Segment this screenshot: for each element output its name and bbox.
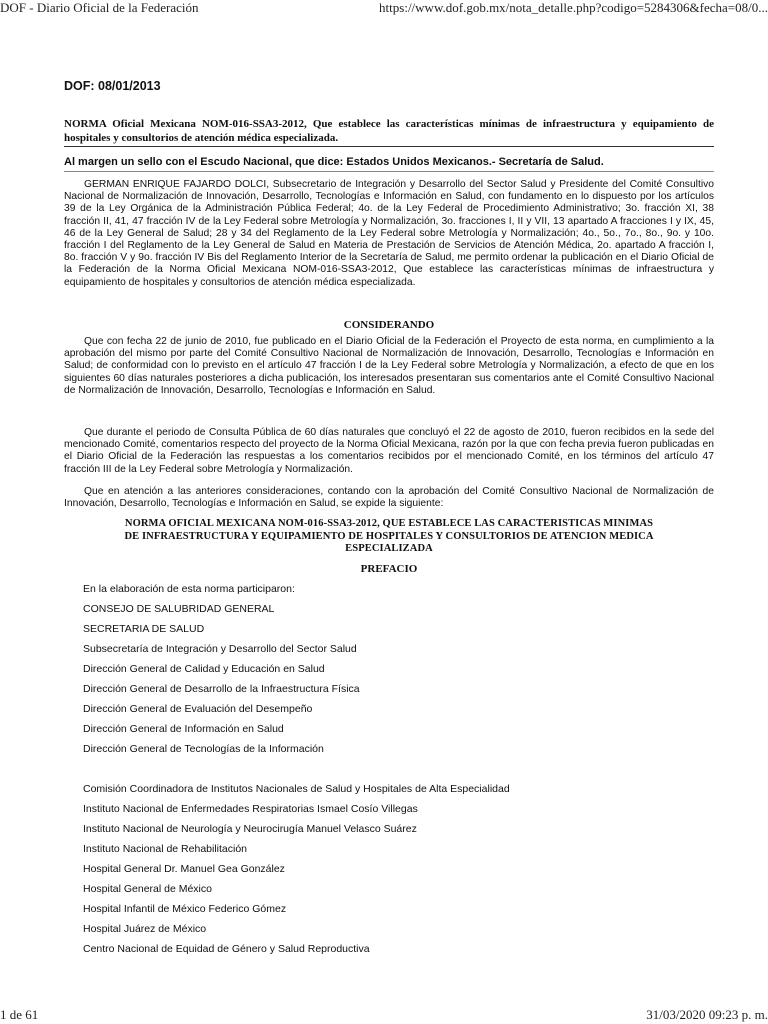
list-item: Dirección General de Calidad y Educación en Salud <box>83 663 325 675</box>
print-footer <box>0 1007 768 1023</box>
list-item: Subsecretaría de Integración y Desarrollo del Sector Salud <box>83 643 357 655</box>
prefacio-heading: PREFACIO <box>360 563 418 575</box>
norma-title: NORMA Oficial Mexicana NOM-016-SSA3-2012, Que establece las características mínimas de infraestructura y equipamiento de hospitales y consultorios de atención médica especializada. <box>64 118 714 144</box>
list-item: Centro Nacional de Equidad de Género y Salud Reproductiva <box>83 943 370 955</box>
margin-note: Al margen un sello con el Escudo Nacional, que dice: Estados Unidos Mexicanos.- Secretaría de Salud. <box>64 156 604 168</box>
print-header-url: https://www.dof.gob.mx/nota_detalle.php?codigo=5284306&fecha=08/0... <box>379 0 768 15</box>
print-timestamp: 31/03/2020 09:23 p. m. <box>646 1007 768 1022</box>
list-item: Instituto Nacional de Rehabilitación <box>83 843 248 855</box>
list-item: SECRETARIA DE SALUD <box>83 623 205 635</box>
title-divider <box>64 146 714 147</box>
participants-intro: En la elaboración de esta norma participaron: <box>83 583 295 595</box>
print-header <box>0 0 768 16</box>
page-counter: 1 de 61 <box>0 1007 39 1022</box>
print-header-title: DOF - Diario Oficial de la Federación <box>0 0 199 15</box>
list-item: Hospital General Dr. Manuel Gea González <box>83 863 285 875</box>
list-item: Hospital General de México <box>83 883 212 895</box>
list-item: Dirección General de Información en Salud <box>83 723 284 735</box>
list-item: Dirección General de Desarrollo de la Infraestructura Física <box>83 683 360 695</box>
norma-heading: NORMA OFICIAL MEXICANA NOM-016-SSA3-2012, QUE ESTABLECE LAS CARACTERISTICAS MINIMAS DE INFRAESTRUCTURA Y EQUIPAMIENTO DE HOSPITALES Y CONSULTORIOS DE ATENCION MEDICA ESPECIALIZADA <box>124 518 654 554</box>
list-item: Comisión Coordinadora de Institutos Nacionales de Salud y Hospitales de Alta Especialidad <box>83 783 510 795</box>
considerando-paragraph-3: Que en atención a las anteriores consideraciones, contando con la aprobación del Comité Consultivo Nacional de Normalización de Innovación, Desarrollo, Tecnologías e Información en Salud, se expide la siguiente: <box>64 486 714 510</box>
intro-paragraph: GERMAN ENRIQUE FAJARDO DOLCI, Subsecretario de Integración y Desarrollo del Sector Salud y Presidente del Comité Consultivo Nacional de Normalización de Innovación, Desarrollo, Tecnologías e Información en Salud, con fundamento en lo dispuesto por los artículos 39 de la Ley Orgánica de la Administración Pública Federal; 4o. de la Ley Federal de Procedimiento Administrativo; 3o. fracción XI, 38 fracción II, 41, 47 fracción IV de la Ley Federal sobre Metrología y Normalización, 3o. fracciones I, II y VII, 13 apartado A fracciones I y IX, 45, 46 de la Ley General de Salud; 28 y 34 del Reglamento de la Ley Federal sobre Metrología y Normalización; 4o., 5o., 7o., 8o., 9o. y 10o. fracción I del Reglamento de la Ley General de Salud en Materia de Prestación de Servicios de Atención Médica, 2o. apartado A fracción I, 8o. fracción V y 9o. fracción IV Bis del Reglamento Interior de la Secretaría de Salud, me permito ordenar la publicación en el Diario Oficial de la Federación de la Norma Oficial Mexicana NOM-016-SSA3-2012, Que establece las características mínimas de infraestructura y equipamiento de hospitales y consultorios de atención médica especializada. <box>64 179 714 288</box>
list-item: Dirección General de Tecnologías de la Información <box>83 743 324 755</box>
list-item: Hospital Juárez de México <box>83 923 207 935</box>
list-item: Instituto Nacional de Neurología y Neurocirugía Manuel Velasco Suárez <box>83 823 417 835</box>
list-item: Dirección General de Evaluación del Desempeño <box>83 703 313 715</box>
considerando-paragraph-1: Que con fecha 22 de junio de 2010, fue publicado en el Diario Oficial de la Federación el Proyecto de esta norma, en cumplimiento a la aprobación del mismo por parte del Comité Consultivo Nacional de Normalización de Innovación, Desarrollo, Tecnologías e Información en Salud; de conformidad con lo previsto en el artículo 47 fracción I de la Ley Federal sobre Metrología y Normalización, a efecto de que en los siguientes 60 días naturales posteriores a dicha publicación, los interesados presentaran sus comentarios ante el Comité Consultivo Nacional de Normalización de Innovación, Desarrollo, Tecnologías e Información en Salud. <box>64 336 714 396</box>
margin-note-divider <box>64 171 714 172</box>
list-item: Hospital Infantil de México Federico Gómez <box>83 903 287 915</box>
considerando-paragraph-2: Que durante el periodo de Consulta Pública de 60 días naturales que concluyó el 22 de agosto de 2010, fueron recibidos en la sede del mencionado Comité, comentarios respecto del proyecto de la Norma Oficial Mexicana, razón por la que con fecha previa fueron publicadas en el Diario Oficial de la Federación las respuestas a los comentarios recibidos por el mencionado Comité, en los términos del artículo 47 fracción III de la Ley Federal sobre Metrología y Normalización. <box>64 427 714 475</box>
considerando-heading: CONSIDERANDO <box>343 319 435 331</box>
list-item: CONSEJO DE SALUBRIDAD GENERAL <box>83 603 275 615</box>
list-item: Instituto Nacional de Enfermedades Respiratorias Ismael Cosío Villegas <box>83 803 418 815</box>
publication-date: DOF: 08/01/2013 <box>64 79 161 93</box>
